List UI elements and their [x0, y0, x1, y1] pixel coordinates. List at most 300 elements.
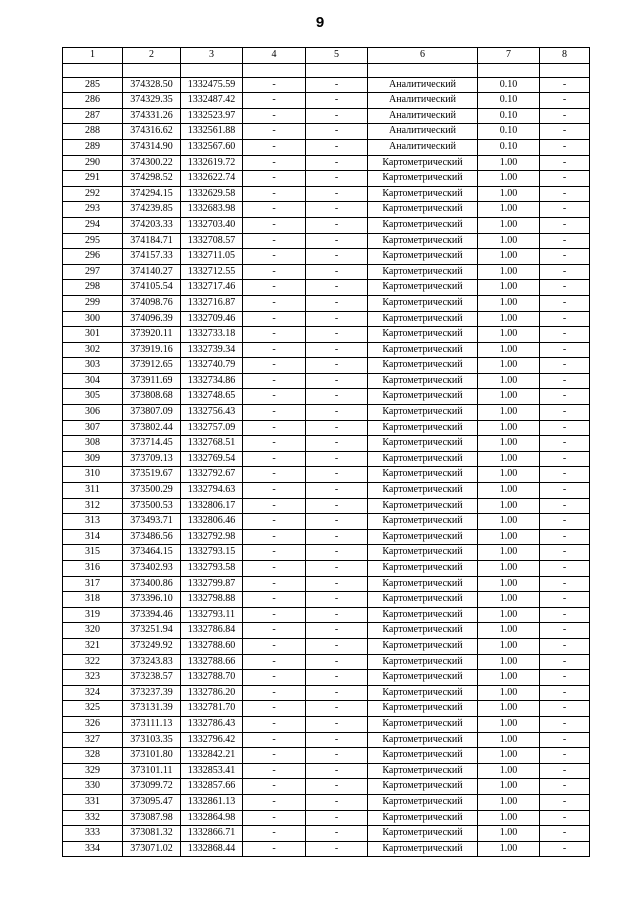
col5-value: - [306, 233, 368, 249]
x-coordinate: 373103.35 [123, 732, 181, 748]
point-number: 330 [63, 779, 123, 795]
x-coordinate: 373807.09 [123, 405, 181, 421]
table-row [63, 607, 590, 623]
x-coordinate: 374331.26 [123, 108, 181, 124]
table-row [63, 514, 590, 530]
y-coordinate: 1332487.42 [181, 93, 243, 109]
col8-value: - [540, 373, 590, 389]
table-row [63, 436, 590, 452]
x-coordinate: 373400.86 [123, 576, 181, 592]
col4-value: - [243, 498, 306, 514]
x-coordinate: 374300.22 [123, 155, 181, 171]
table-row [63, 545, 590, 561]
col5-value: - [306, 701, 368, 717]
table-row [63, 280, 590, 296]
col5-value: - [306, 654, 368, 670]
x-coordinate: 373464.15 [123, 545, 181, 561]
method: Картометрический [368, 701, 478, 717]
y-coordinate: 1332683.98 [181, 202, 243, 218]
y-coordinate: 1332792.67 [181, 467, 243, 483]
col4-value: - [243, 358, 306, 374]
col8-value: - [540, 467, 590, 483]
method: Картометрический [368, 623, 478, 639]
col5-value: - [306, 202, 368, 218]
table-row [63, 483, 590, 499]
accuracy: 1.00 [478, 483, 540, 499]
table-row [63, 732, 590, 748]
col5-value: - [306, 264, 368, 280]
table-row [63, 405, 590, 421]
col8-value: - [540, 77, 590, 93]
accuracy: 0.10 [478, 93, 540, 109]
table-row [63, 139, 590, 155]
col4-value: - [243, 732, 306, 748]
col5-value: - [306, 763, 368, 779]
col4-value: - [243, 124, 306, 140]
col4-value: - [243, 77, 306, 93]
y-coordinate: 1332733.18 [181, 327, 243, 343]
point-number: 329 [63, 763, 123, 779]
table-row [63, 779, 590, 795]
y-coordinate: 1332792.98 [181, 529, 243, 545]
method: Картометрический [368, 514, 478, 530]
x-coordinate: 373912.65 [123, 358, 181, 374]
col8-value: - [540, 654, 590, 670]
point-number: 327 [63, 732, 123, 748]
y-coordinate: 1332786.84 [181, 623, 243, 639]
y-coordinate: 1332796.42 [181, 732, 243, 748]
method: Картометрический [368, 826, 478, 842]
y-coordinate: 1332757.09 [181, 420, 243, 436]
x-coordinate: 374096.39 [123, 311, 181, 327]
method: Картометрический [368, 217, 478, 233]
accuracy: 0.10 [478, 108, 540, 124]
accuracy: 1.00 [478, 311, 540, 327]
accuracy: 1.00 [478, 826, 540, 842]
col5-value: - [306, 139, 368, 155]
y-coordinate: 1332788.66 [181, 654, 243, 670]
method: Картометрический [368, 202, 478, 218]
method: Аналитический [368, 108, 478, 124]
x-coordinate: 373111.13 [123, 716, 181, 732]
method: Картометрический [368, 327, 478, 343]
table-row [63, 810, 590, 826]
y-coordinate: 1332523.97 [181, 108, 243, 124]
x-coordinate: 373709.13 [123, 451, 181, 467]
x-coordinate: 374098.76 [123, 295, 181, 311]
x-coordinate: 373802.44 [123, 420, 181, 436]
y-coordinate: 1332793.15 [181, 545, 243, 561]
method: Картометрический [368, 545, 478, 561]
accuracy: 1.00 [478, 607, 540, 623]
col8-value: - [540, 732, 590, 748]
point-number: 333 [63, 826, 123, 842]
col8-value: - [540, 561, 590, 577]
col8-value: - [540, 405, 590, 421]
col8-value: - [540, 186, 590, 202]
col5-value: - [306, 77, 368, 93]
col8-value: - [540, 841, 590, 857]
col4-value: - [243, 545, 306, 561]
col5-value: - [306, 327, 368, 343]
col5-value: - [306, 732, 368, 748]
col8-value: - [540, 826, 590, 842]
col5-value: - [306, 451, 368, 467]
col8-value: - [540, 93, 590, 109]
table-header [63, 48, 590, 64]
col8-value: - [540, 171, 590, 187]
table-row [63, 311, 590, 327]
col8-value: - [540, 576, 590, 592]
x-coordinate: 373394.46 [123, 607, 181, 623]
y-coordinate: 1332788.60 [181, 638, 243, 654]
table-row [63, 186, 590, 202]
table-row [63, 171, 590, 187]
col4-value: - [243, 779, 306, 795]
accuracy: 1.00 [478, 342, 540, 358]
col8-value: - [540, 139, 590, 155]
col5-value: - [306, 155, 368, 171]
point-number: 312 [63, 498, 123, 514]
point-number: 305 [63, 389, 123, 405]
col8-value: - [540, 607, 590, 623]
x-coordinate: 373500.53 [123, 498, 181, 514]
accuracy: 1.00 [478, 763, 540, 779]
method: Картометрический [368, 155, 478, 171]
x-coordinate: 373920.11 [123, 327, 181, 343]
table-row [63, 358, 590, 374]
x-coordinate: 373095.47 [123, 794, 181, 810]
point-number: 324 [63, 685, 123, 701]
col8-value: - [540, 342, 590, 358]
col5-value: - [306, 685, 368, 701]
method: Картометрический [368, 810, 478, 826]
y-coordinate: 1332475.59 [181, 77, 243, 93]
col8-value: - [540, 217, 590, 233]
col4-value: - [243, 685, 306, 701]
x-coordinate: 373251.94 [123, 623, 181, 639]
x-coordinate: 374140.27 [123, 264, 181, 280]
y-coordinate: 1332806.17 [181, 498, 243, 514]
col8-value: - [540, 514, 590, 530]
table-row [63, 155, 590, 171]
col8-value: - [540, 685, 590, 701]
col5-value: - [306, 483, 368, 499]
y-coordinate: 1332769.54 [181, 451, 243, 467]
col4-value: - [243, 420, 306, 436]
col8-value: - [540, 670, 590, 686]
col8-value: - [540, 810, 590, 826]
table-row [63, 264, 590, 280]
y-coordinate: 1332799.87 [181, 576, 243, 592]
y-coordinate: 1332793.11 [181, 607, 243, 623]
accuracy: 1.00 [478, 716, 540, 732]
col5-value: - [306, 124, 368, 140]
x-coordinate: 373808.68 [123, 389, 181, 405]
y-coordinate: 1332748.65 [181, 389, 243, 405]
col5-value: - [306, 295, 368, 311]
col5-value: - [306, 93, 368, 109]
col4-value: - [243, 373, 306, 389]
point-number: 286 [63, 93, 123, 109]
col5-value: - [306, 514, 368, 530]
point-number: 299 [63, 295, 123, 311]
method: Картометрический [368, 561, 478, 577]
col4-value: - [243, 576, 306, 592]
method: Картометрический [368, 436, 478, 452]
col5-value: - [306, 171, 368, 187]
table-row [63, 373, 590, 389]
accuracy: 1.00 [478, 779, 540, 795]
y-coordinate: 1332768.51 [181, 436, 243, 452]
col5-value: - [306, 623, 368, 639]
col5-value: - [306, 436, 368, 452]
col5-value: - [306, 748, 368, 764]
col8-value: - [540, 327, 590, 343]
col8-value: - [540, 358, 590, 374]
col5-value: - [306, 670, 368, 686]
header-cell: 2 [123, 48, 181, 64]
col4-value: - [243, 654, 306, 670]
point-number: 313 [63, 514, 123, 530]
accuracy: 1.00 [478, 233, 540, 249]
table-row [63, 561, 590, 577]
accuracy: 1.00 [478, 264, 540, 280]
method: Картометрический [368, 638, 478, 654]
y-coordinate: 1332853.41 [181, 763, 243, 779]
method: Картометрический [368, 358, 478, 374]
col8-value: - [540, 233, 590, 249]
col5-value: - [306, 841, 368, 857]
method: Картометрический [368, 171, 478, 187]
table-row [63, 108, 590, 124]
x-coordinate: 374314.90 [123, 139, 181, 155]
table-body [63, 63, 590, 857]
col8-value: - [540, 545, 590, 561]
col5-value: - [306, 311, 368, 327]
col4-value: - [243, 108, 306, 124]
col4-value: - [243, 233, 306, 249]
col4-value: - [243, 748, 306, 764]
method: Картометрический [368, 467, 478, 483]
table-row [63, 623, 590, 639]
y-coordinate: 1332786.20 [181, 685, 243, 701]
method: Картометрический [368, 342, 478, 358]
col5-value: - [306, 389, 368, 405]
col8-value: - [540, 155, 590, 171]
point-number: 308 [63, 436, 123, 452]
x-coordinate: 374298.52 [123, 171, 181, 187]
table-row [63, 202, 590, 218]
point-number: 293 [63, 202, 123, 218]
col4-value: - [243, 280, 306, 296]
method: Картометрический [368, 264, 478, 280]
point-number: 296 [63, 249, 123, 265]
col8-value: - [540, 623, 590, 639]
point-number: 321 [63, 638, 123, 654]
point-number: 311 [63, 483, 123, 499]
accuracy: 1.00 [478, 810, 540, 826]
y-coordinate: 1332786.43 [181, 716, 243, 732]
y-coordinate: 1332739.34 [181, 342, 243, 358]
table-row [63, 794, 590, 810]
point-number: 322 [63, 654, 123, 670]
col8-value: - [540, 264, 590, 280]
table-row [63, 451, 590, 467]
col5-value: - [306, 498, 368, 514]
x-coordinate: 374329.35 [123, 93, 181, 109]
y-coordinate: 1332717.46 [181, 280, 243, 296]
point-number: 294 [63, 217, 123, 233]
col8-value: - [540, 763, 590, 779]
accuracy: 1.00 [478, 373, 540, 389]
table-row [63, 592, 590, 608]
point-number: 328 [63, 748, 123, 764]
point-number: 302 [63, 342, 123, 358]
table-row [63, 467, 590, 483]
x-coordinate: 373081.32 [123, 826, 181, 842]
col5-value: - [306, 373, 368, 389]
method: Аналитический [368, 93, 478, 109]
col4-value: - [243, 202, 306, 218]
point-number: 310 [63, 467, 123, 483]
table-row [63, 701, 590, 717]
col8-value: - [540, 716, 590, 732]
header-cell: 3 [181, 48, 243, 64]
point-number: 307 [63, 420, 123, 436]
y-coordinate: 1332798.88 [181, 592, 243, 608]
table-row [63, 685, 590, 701]
accuracy: 1.00 [478, 670, 540, 686]
header-cell: 7 [478, 48, 540, 64]
col5-value: - [306, 810, 368, 826]
col4-value: - [243, 311, 306, 327]
accuracy: 1.00 [478, 186, 540, 202]
header-cell: 4 [243, 48, 306, 64]
col8-value: - [540, 249, 590, 265]
col4-value: - [243, 826, 306, 842]
col4-value: - [243, 716, 306, 732]
y-coordinate: 1332709.46 [181, 311, 243, 327]
point-number: 289 [63, 139, 123, 155]
accuracy: 1.00 [478, 420, 540, 436]
col4-value: - [243, 389, 306, 405]
col4-value: - [243, 155, 306, 171]
table-row [63, 389, 590, 405]
y-coordinate: 1332716.87 [181, 295, 243, 311]
col4-value: - [243, 810, 306, 826]
header-cell: 1 [63, 48, 123, 64]
accuracy: 1.00 [478, 155, 540, 171]
col5-value: - [306, 592, 368, 608]
x-coordinate: 373101.11 [123, 763, 181, 779]
accuracy: 0.10 [478, 124, 540, 140]
accuracy: 1.00 [478, 514, 540, 530]
point-number: 332 [63, 810, 123, 826]
col8-value: - [540, 529, 590, 545]
accuracy: 1.00 [478, 576, 540, 592]
col5-value: - [306, 794, 368, 810]
method: Картометрический [368, 483, 478, 499]
x-coordinate: 373243.83 [123, 654, 181, 670]
col8-value: - [540, 451, 590, 467]
col5-value: - [306, 108, 368, 124]
point-number: 334 [63, 841, 123, 857]
method: Картометрический [368, 763, 478, 779]
col5-value: - [306, 405, 368, 421]
accuracy: 1.00 [478, 295, 540, 311]
table-row [63, 217, 590, 233]
point-number: 325 [63, 701, 123, 717]
method: Картометрический [368, 841, 478, 857]
accuracy: 1.00 [478, 405, 540, 421]
col4-value: - [243, 467, 306, 483]
header-cell: 5 [306, 48, 368, 64]
col4-value: - [243, 327, 306, 343]
accuracy: 0.10 [478, 139, 540, 155]
x-coordinate: 374328.50 [123, 77, 181, 93]
method: Картометрический [368, 233, 478, 249]
col5-value: - [306, 280, 368, 296]
header-cell: 8 [540, 48, 590, 64]
x-coordinate: 373714.45 [123, 436, 181, 452]
y-coordinate: 1332740.79 [181, 358, 243, 374]
point-number: 316 [63, 561, 123, 577]
col4-value: - [243, 514, 306, 530]
col5-value: - [306, 217, 368, 233]
col8-value: - [540, 436, 590, 452]
point-number: 292 [63, 186, 123, 202]
y-coordinate: 1332756.43 [181, 405, 243, 421]
table-row [63, 93, 590, 109]
point-number: 285 [63, 77, 123, 93]
x-coordinate: 373238.57 [123, 670, 181, 686]
accuracy: 1.00 [478, 841, 540, 857]
y-coordinate: 1332806.46 [181, 514, 243, 530]
table-row [63, 295, 590, 311]
col4-value: - [243, 607, 306, 623]
y-coordinate: 1332868.44 [181, 841, 243, 857]
x-coordinate: 374294.15 [123, 186, 181, 202]
point-number: 297 [63, 264, 123, 280]
point-number: 319 [63, 607, 123, 623]
col4-value: - [243, 139, 306, 155]
point-number: 291 [63, 171, 123, 187]
col5-value: - [306, 779, 368, 795]
y-coordinate: 1332866.71 [181, 826, 243, 842]
page-number: 9 [315, 14, 325, 31]
col5-value: - [306, 561, 368, 577]
y-coordinate: 1332794.63 [181, 483, 243, 499]
method: Картометрический [368, 670, 478, 686]
point-number: 315 [63, 545, 123, 561]
point-number: 306 [63, 405, 123, 421]
col4-value: - [243, 436, 306, 452]
table-row [63, 124, 590, 140]
method: Картометрический [368, 295, 478, 311]
method: Картометрический [368, 779, 478, 795]
x-coordinate: 373500.29 [123, 483, 181, 499]
method: Картометрический [368, 451, 478, 467]
point-number: 287 [63, 108, 123, 124]
table-row [63, 233, 590, 249]
col4-value: - [243, 217, 306, 233]
method: Аналитический [368, 139, 478, 155]
table-row [63, 576, 590, 592]
col4-value: - [243, 623, 306, 639]
accuracy: 1.00 [478, 389, 540, 405]
col8-value: - [540, 701, 590, 717]
